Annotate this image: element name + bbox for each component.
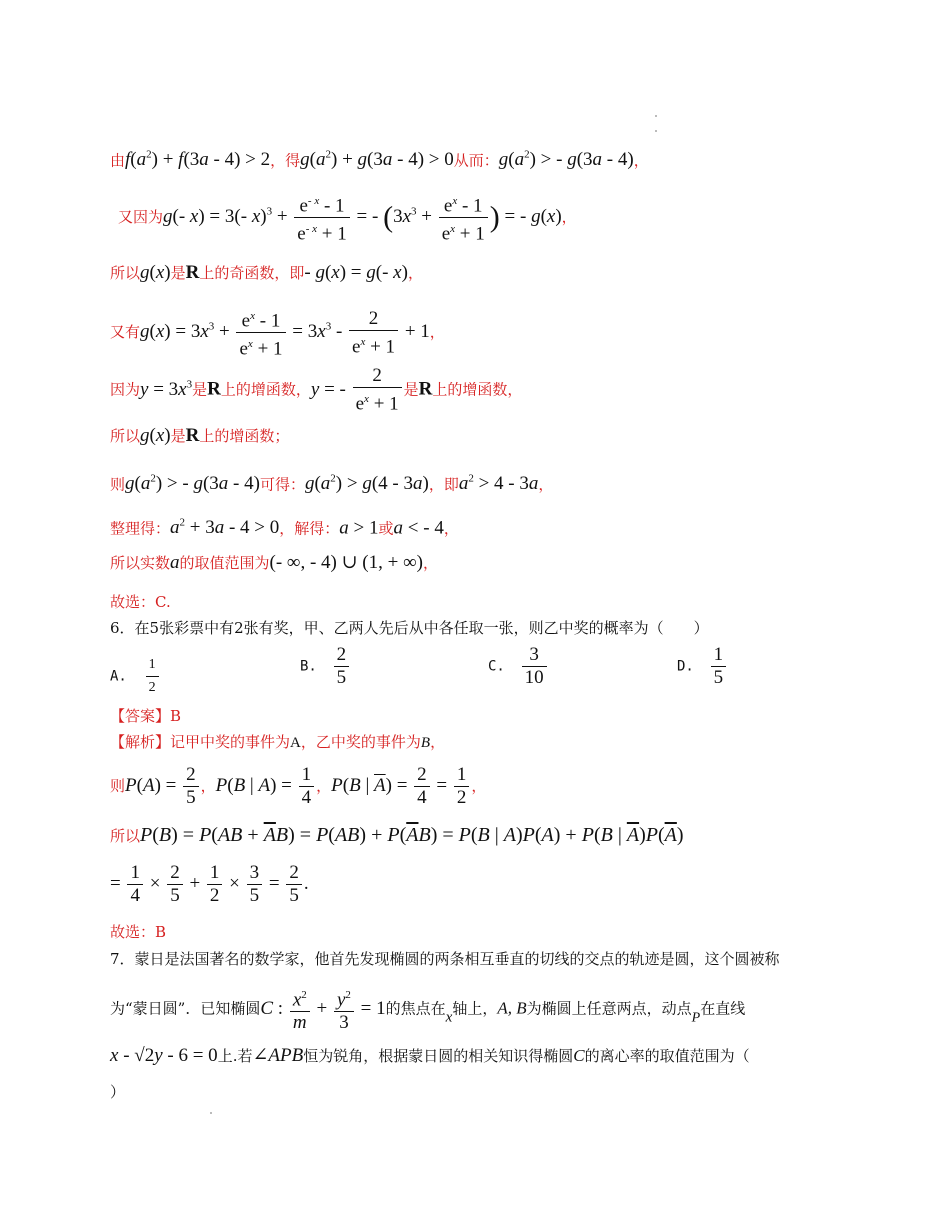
analysis-line-4: = $\frac{1}{4}$ × $\frac{2}{5}$ + $\frac{1}{2}$ × $\frac{3}{5}$ = $\frac{2}{5}$ . bbox=[110, 862, 309, 906]
analysis-line-3: 所以$P(B) = P(AB + \overline{A}B) = P(AB) + P(\overline{A}B) = P(B$ | A)P(A) + P(B | $\overline{A})P(\overline{A})$ bbox=[110, 824, 684, 846]
option-a: A. $\frac{1}{2}$ bbox=[110, 654, 161, 699]
speck bbox=[655, 115, 657, 117]
question-7-line-1: 7．蒙日是法国著名的数学家，他首先发现椭圆的两条相互垂直的切线的交点的轨迹是圆，这个圆被称 bbox=[110, 950, 780, 968]
analysis-line-2: 则P(A) = $\frac{2}{5}$ ，P(B | A) = $\frac{1}{4}$ ，P(B | $\overline{A}$) = $\frac{2}{4}$ = $\frac{1}{2}$ ， bbox=[110, 764, 487, 808]
solution-line-7: 则$g(a^2)$ > - g(3a - 4)可得：$g(a^2) > g(4 - 3a)$，即$a^2 > 4 - 3a$， bbox=[110, 473, 554, 495]
question-7-line-3: x - √2y - 6 = 0上.若∠APB恒为锐角，根据蒙日圆的相关知识得椭圆C的离心率的取值范围为（ bbox=[110, 1045, 750, 1066]
math-expr: $f(a^2) + f(3a - 4) > 2$ bbox=[125, 149, 271, 171]
speck bbox=[655, 130, 657, 132]
option-b: B. $\frac{2}{5}$ bbox=[300, 644, 351, 689]
solution-line-6: 所以g(x)是R上的增函数； bbox=[110, 425, 290, 446]
question-7-line-4: ） bbox=[110, 1083, 126, 1101]
analysis-line-1: 【解析】记甲中奖的事件为A，乙中奖的事件为B， bbox=[110, 733, 446, 751]
question-7-line-2: 为“蒙日圆”．已知椭圆C : $\frac{x^2}{m}$ + $\frac{y^2}{3}$ = 1的焦点在x轴上，A, B为椭圆上任意两点，动点P在直线 bbox=[110, 984, 745, 1034]
solution-line-8: 整理得：$a^2 + 3a - 4 > 0$，解得：a > 1或a < - 4， bbox=[110, 517, 459, 539]
solution-line-3: 所以g(x)是R上的奇函数，即- g(x) = g(- x)， bbox=[110, 262, 423, 283]
answer-conclusion: 故选：B bbox=[110, 923, 167, 941]
solution-line-5: 因为$y = 3x^3$是R上的增函数，y = - $\frac{2}{e^x + 1}$ 是R上的增函数， bbox=[110, 365, 523, 415]
option-d: D. $\frac{1}{5}$ bbox=[677, 644, 728, 689]
solution-line-1: 由$f(a^2) + f(3a - 4) > 2$，得$g(a^2) + g(3a - 4) > 0$从而：$g(a^2)$ > - g(3a - 4)， bbox=[110, 149, 649, 171]
solution-line-9: 所以实数a的取值范围为(- ∞, - 4) ∪ (1, + ∞)， bbox=[110, 552, 438, 573]
answer-tag: 【答案】B bbox=[110, 707, 182, 725]
solution-line-2: 又因为g(- x) = 3(- x)$^3$ + $\frac{e^{- x} - 1}{e^{- x} + 1}$ = - ($3x^3$ + $\frac{e^x - 1}{e^x + 1}$ ) = - g(x)， bbox=[118, 190, 577, 246]
solution-conclusion: 故选：C. bbox=[110, 593, 171, 611]
solution-line-4: 又有$g(x) = 3x^3$ + $\frac{e^x - 1}{e^x + 1}$ = $3x^3$ - $\frac{2}{e^x + 1}$ + 1， bbox=[110, 305, 445, 361]
speck bbox=[210, 1112, 212, 1114]
option-c: C. $\frac{3}{10}$ bbox=[488, 644, 549, 689]
question-6-stem: 6．在5张彩票中有2张有奖，甲、乙两人先后从中各任取一张，则乙中奖的概率为（ ） bbox=[110, 619, 709, 637]
